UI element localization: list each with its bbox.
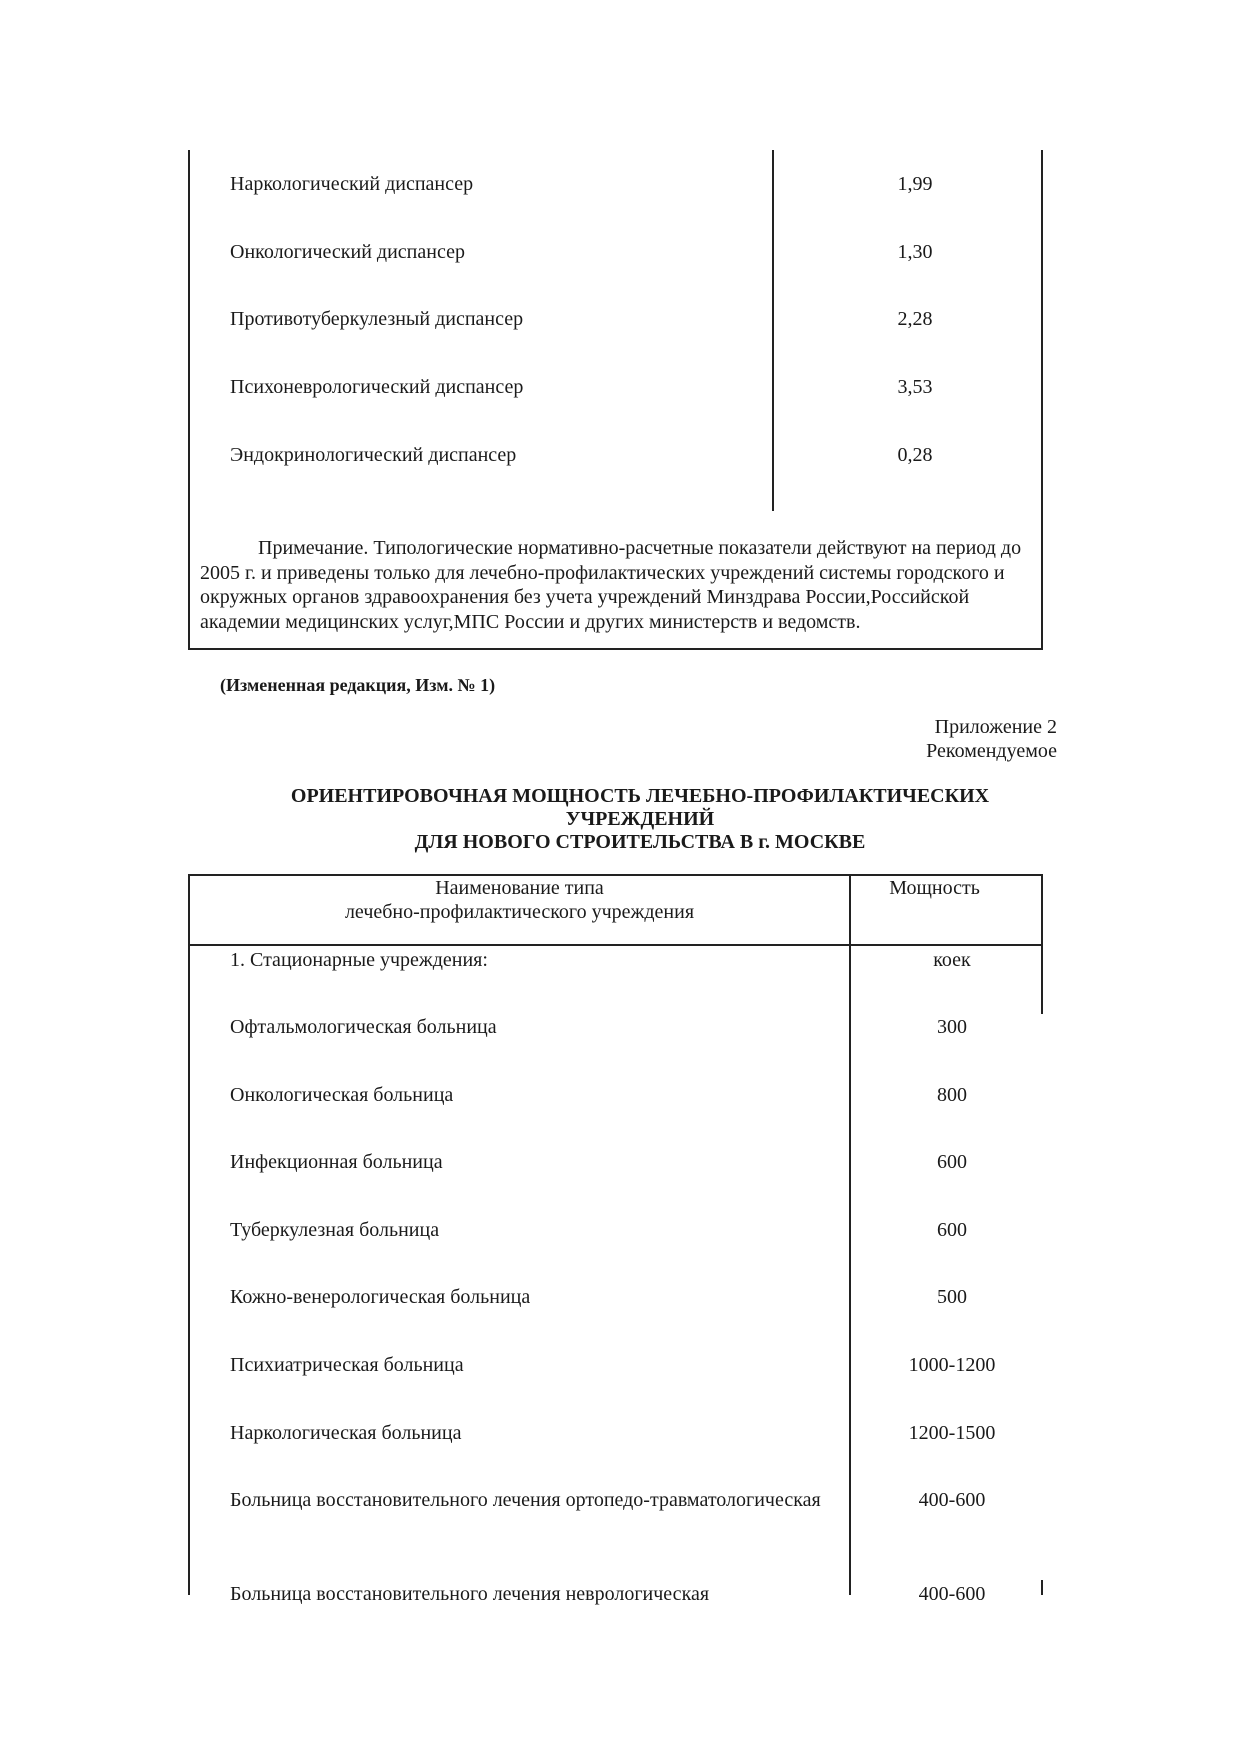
appendix-status: Рекомендуемое — [926, 740, 1057, 762]
table2-row-value: 600 — [937, 1151, 967, 1173]
header-name-line-2: лечебно-профилактического учреждения — [344, 901, 695, 923]
table2-row-value: 400-600 — [918, 1489, 986, 1511]
table1-note-text: Примечание. Типологические нормативно-расчетные показатели действуют на период до 2005 г. и приведены только для лечебно-профилактических учреждений системы городского и окружных органов здравоохранения без учета учреждений Минздрава России,Российской академии медицинских услуг,МПС России и других министерств и ведомств. — [200, 537, 1022, 633]
table2-row-value: 1200-1500 — [908, 1422, 996, 1444]
table2-row-name: Больница восстановительного лечения неврологическая — [230, 1583, 710, 1605]
table1-row-name: Противотуберкулезный диспансер — [230, 308, 524, 330]
table2-section-unit: коек — [933, 949, 971, 971]
table2-row-value: 800 — [937, 1084, 967, 1106]
table2-row-name: Офтальмологическая больница — [230, 1016, 497, 1038]
appendix-number: Приложение 2 — [934, 716, 1057, 738]
table2-row-name: Онкологическая больница — [230, 1084, 454, 1106]
header-name-line-1: Наименование типа — [435, 877, 604, 899]
table2-column-divider — [849, 874, 851, 1595]
amendment-note: (Измененная редакция, Изм. № 1) — [220, 675, 496, 695]
table1-row-value: 1,99 — [897, 173, 933, 195]
table1-left-border — [188, 150, 190, 650]
table2-row-name: Психиатрическая больница — [230, 1354, 464, 1376]
table2-right-border-top — [1041, 874, 1043, 1014]
table2-row-name: Инфекционная больница — [230, 1151, 443, 1173]
table2-row-name: Туберкулезная больница — [230, 1219, 440, 1241]
table1-row-value: 0,28 — [897, 444, 933, 466]
table2-left-border — [188, 874, 190, 1595]
table2-row-name: Больница восстановительного лечения ортопедо-травматологическая — [230, 1489, 821, 1511]
table2-header-name — [190, 876, 849, 924]
table2-row-value: 600 — [937, 1219, 967, 1241]
title-line-1: ОРИЕНТИРОВОЧНАЯ МОЩНОСТЬ ЛЕЧЕБНО-ПРОФИЛАКТИЧЕСКИХ — [290, 785, 990, 807]
table2-row-value: 400-600 — [918, 1583, 986, 1605]
table1-row-name: Наркологический диспансер — [230, 173, 474, 195]
table1-row-name: Онкологический диспансер — [230, 241, 465, 263]
table1-row-value: 3,53 — [897, 376, 933, 398]
table1-note — [200, 536, 1030, 634]
table1-row-name: Психоневрологический диспансер — [230, 376, 524, 398]
table1-column-divider — [772, 150, 774, 511]
table2-row-value: 1000-1200 — [908, 1354, 996, 1376]
document-title — [190, 785, 1090, 854]
table2-row-name-wrapped — [200, 1488, 840, 1512]
table2-row-name: Кожно-венерологическая больница — [230, 1286, 531, 1308]
title-line-3: ДЛЯ НОВОГО СТРОИТЕЛЬСТВА В г. МОСКВЕ — [414, 831, 866, 853]
table1-row-value: 1,30 — [897, 241, 933, 263]
table2-row-name: Наркологическая больница — [230, 1422, 462, 1444]
table1-row-name: Эндокринологический диспансер — [230, 444, 517, 466]
table2-row-value: 300 — [937, 1016, 967, 1038]
table2-header-capacity: Мощность — [889, 877, 980, 899]
table1-bottom-border — [188, 648, 1043, 650]
title-line-2: УЧРЕЖДЕНИЙ — [565, 808, 715, 830]
table1-row-value: 2,28 — [897, 308, 933, 330]
table2-header-bottom-border — [188, 944, 1043, 946]
table1-right-border — [1041, 150, 1043, 650]
table2-section-name: 1. Стационарные учреждения: — [230, 949, 488, 971]
appendix-label — [926, 715, 1057, 763]
table2-row-value: 500 — [937, 1286, 967, 1308]
